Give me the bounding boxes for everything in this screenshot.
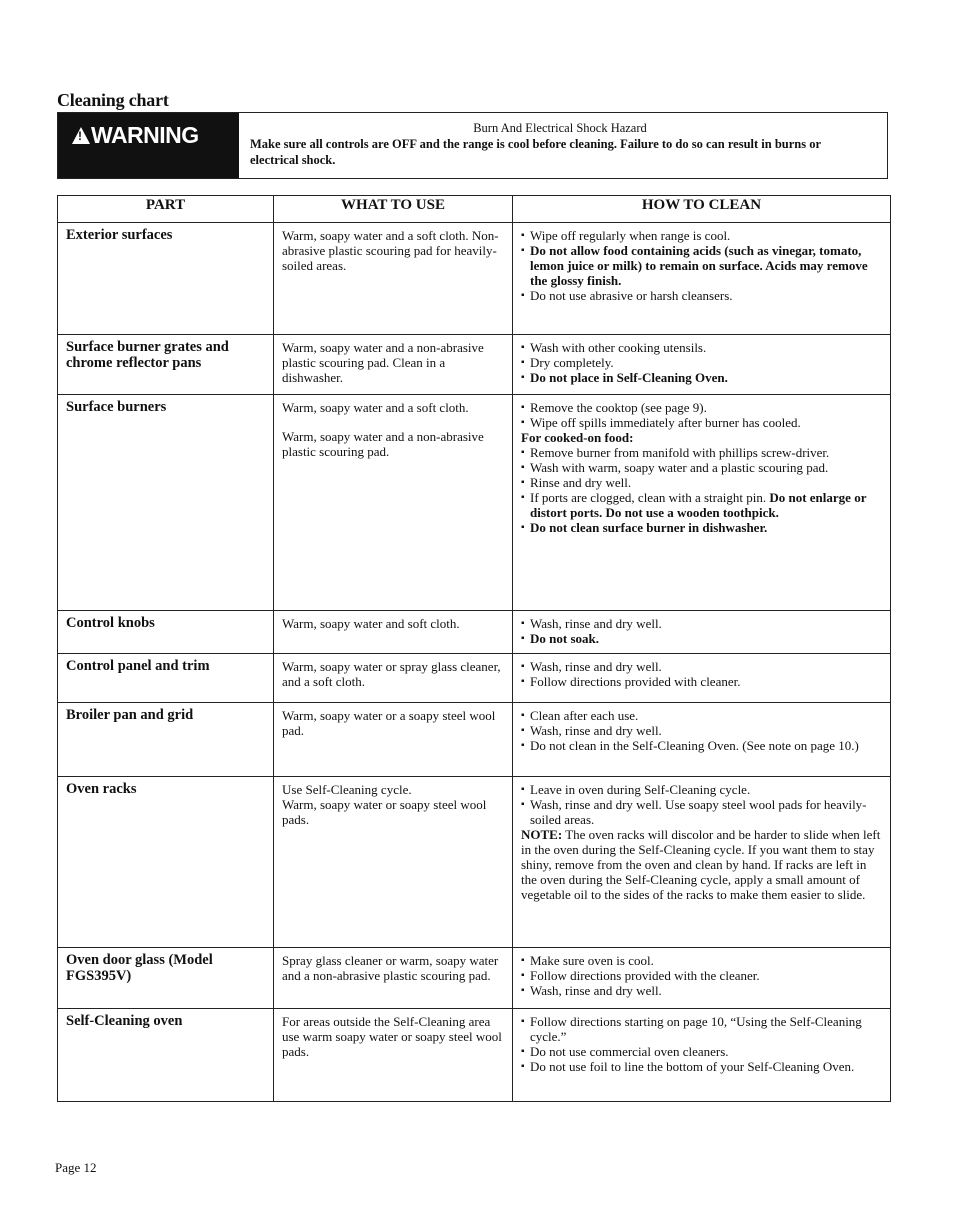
warning-label-text: WARNING: [91, 122, 199, 148]
list-item: ▪ Make sure oven is cool.: [521, 953, 882, 968]
list-item-warning: Do not enlarge or distort ports. Do not use a wooden toothpick.: [530, 490, 867, 520]
how-cell: [513, 223, 891, 335]
table-row: [58, 948, 891, 1009]
part-cell: Control panel and trim: [58, 654, 274, 703]
list-item: ▪ Follow directions provided with the cleaner.: [521, 968, 882, 983]
warning-triangle-icon: [72, 127, 90, 144]
list-item: ▪ Wash, rinse and dry well.: [521, 659, 882, 674]
list-item: ▪ Wipe off spills immediately after burner has cooled.: [521, 415, 882, 430]
list-item: ▪ Wipe off regularly when range is cool.: [521, 228, 882, 243]
table-row: [58, 654, 891, 703]
use-text: Use Self-Cleaning cycle.: [282, 782, 412, 797]
page-title: Cleaning chart: [57, 90, 169, 110]
use-text: Warm, soapy water and soft cloth.: [282, 616, 460, 631]
how-cell: [513, 611, 891, 654]
list-item: ▪ Follow directions provided with cleaner.: [521, 674, 882, 689]
how-cell: [513, 777, 891, 948]
note-text: The oven racks will discolor and be harder to slide when left in the oven during the Self-Cleaning cycle. If you want them to stay shiny, remove from the oven and clean by hand. If racks are left in the oven during the Self-Cleaning cycle, apply a small amount of vegetable oil to the sides of the racks to make them easier to slide.: [521, 827, 881, 902]
list-item: ▪ Wash with warm, soapy water and a plastic scouring pad.: [521, 460, 882, 475]
list-item: ▪ Do not soak.: [521, 631, 882, 646]
list-item: ▪ Wash with other cooking utensils.: [521, 340, 882, 355]
page-number: Page 12: [55, 1160, 97, 1175]
table-row: [58, 1009, 891, 1102]
list-item: ▪ Do not allow food containing acids (such as vinegar, tomato, lemon juice or milk) to remain on surface. Acids may remove the glossy finish.: [521, 243, 882, 288]
note-label: NOTE:: [521, 827, 563, 842]
use-cell: [274, 654, 513, 703]
how-cell: [513, 1009, 891, 1102]
use-text: Warm, soapy water and a non-abrasive plastic scouring pad. Clean in a dishwasher.: [282, 340, 484, 385]
list-item: ▪ Clean after each use.: [521, 708, 882, 723]
use-text: Warm, soapy water or spray glass cleaner, and a soft cloth.: [282, 659, 501, 689]
use-cell: [274, 335, 513, 395]
warning-box: [57, 112, 888, 179]
cleaning-table: [57, 195, 891, 1102]
table-row: [58, 395, 891, 611]
list-item: ▪ Do not clean in the Self-Cleaning Oven. (See note on page 10.): [521, 738, 882, 753]
column-header-how-to-clean: HOW TO CLEAN: [513, 196, 891, 223]
list-item: ▪ Do not clean surface burner in dishwasher.: [521, 520, 882, 535]
use-cell: [274, 948, 513, 1009]
warning-label: [58, 113, 239, 178]
table-row: [58, 335, 891, 395]
list-item: ▪ Remove burner from manifold with phillips screw-driver.: [521, 445, 882, 460]
use-cell: [274, 1009, 513, 1102]
list-item: [521, 490, 882, 520]
list-item: ▪ Do not use abrasive or harsh cleansers.: [521, 288, 882, 303]
use-text: Warm, soapy water and a soft cloth.: [282, 400, 469, 415]
part-cell: Exterior surfaces: [58, 223, 274, 335]
part-cell: Surface burner grates and chrome reflector pans: [58, 335, 274, 395]
list-item: ▪ Remove the cooktop (see page 9).: [521, 400, 882, 415]
list-item: ▪ Do not place in Self-Cleaning Oven.: [521, 370, 882, 385]
part-cell: Self-Cleaning oven: [58, 1009, 274, 1102]
column-header-what-to-use: WHAT TO USE: [274, 196, 513, 223]
list-item: ▪ Rinse and dry well.: [521, 475, 882, 490]
part-cell: Control knobs: [58, 611, 274, 654]
use-cell: [274, 223, 513, 335]
list-item: ▪ Leave in oven during Self-Cleaning cycle.: [521, 782, 882, 797]
warning-body: Make sure all controls are OFF and the range is cool before cleaning. Failure to do so can result in burns or electrical shock.: [250, 137, 821, 167]
note-paragraph: [521, 827, 882, 902]
table-row: [58, 703, 891, 777]
how-cell: [513, 703, 891, 777]
use-text: Warm, soapy water and a soft cloth. Non-abrasive plastic scouring pad for heavily-soiled areas.: [282, 228, 499, 273]
list-item: ▪ Wash, rinse and dry well.: [521, 616, 882, 631]
use-cell: [274, 703, 513, 777]
list-item: ▪ Wash, rinse and dry well.: [521, 983, 882, 998]
use-cell: [274, 395, 513, 611]
how-cell: [513, 395, 891, 611]
list-item-text: If ports are clogged, clean with a straight pin.: [530, 490, 767, 505]
use-text: For areas outside the Self-Cleaning area use warm soapy water or soapy steel wool pads.: [282, 1014, 502, 1059]
use-cell: [274, 777, 513, 948]
how-cell: [513, 948, 891, 1009]
list-item: ▪ Wash, rinse and dry well.: [521, 723, 882, 738]
table-row: [58, 223, 891, 335]
list-item: ▪ Wash, rinse and dry well. Use soapy steel wool pads for heavily-soiled areas.: [521, 797, 882, 827]
column-header-part: PART: [58, 196, 274, 223]
list-item: ▪ Dry completely.: [521, 355, 882, 370]
table-row: [58, 777, 891, 948]
list-item: ▪ Do not use commercial oven cleaners.: [521, 1044, 882, 1059]
use-text: Warm, soapy water or a soapy steel wool pad.: [282, 708, 496, 738]
table-row: [58, 611, 891, 654]
warning-heading: Burn And Electrical Shock Hazard: [473, 121, 647, 135]
use-text: Warm, soapy water or soapy steel wool pads.: [282, 797, 487, 827]
part-cell: Oven door glass (Model FGS395V): [58, 948, 274, 1009]
warning-text: [250, 120, 870, 168]
sub-heading: For cooked-on food:: [521, 430, 634, 445]
part-cell: Surface burners: [58, 395, 274, 611]
list-item: ▪ Do not use foil to line the bottom of your Self-Cleaning Oven.: [521, 1059, 882, 1074]
how-cell: [513, 654, 891, 703]
part-cell: Oven racks: [58, 777, 274, 948]
table-header-row: [58, 196, 891, 223]
use-text: Warm, soapy water and a non-abrasive plastic scouring pad.: [282, 429, 484, 459]
how-cell: [513, 335, 891, 395]
part-cell: Broiler pan and grid: [58, 703, 274, 777]
use-cell: [274, 611, 513, 654]
use-text: Spray glass cleaner or warm, soapy water and a non-abrasive plastic scouring pad.: [282, 953, 499, 983]
list-item: ▪ Follow directions starting on page 10, “Using the Self-Cleaning cycle.”: [521, 1014, 882, 1044]
